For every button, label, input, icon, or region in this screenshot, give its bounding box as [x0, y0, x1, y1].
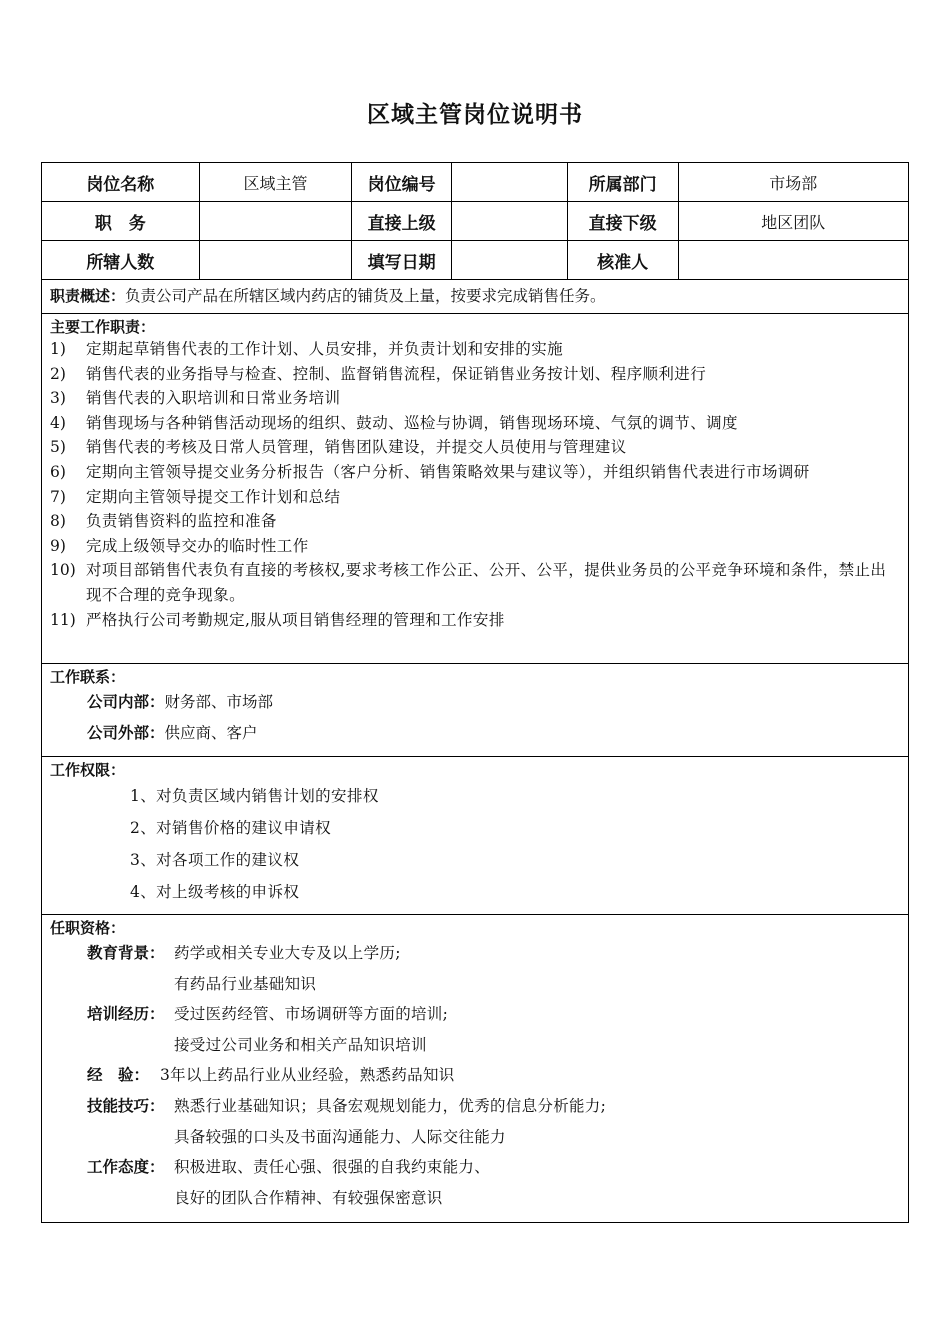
work-authority-section	[42, 757, 908, 915]
training-text-2: 接受过公司业务和相关产品知识培训	[174, 1035, 427, 1054]
fill-date-value	[452, 241, 568, 279]
attitude-label: 工作态度：	[87, 1158, 165, 1177]
skills-row	[50, 1091, 900, 1122]
education-label: 教育背景：	[87, 944, 165, 962]
list-item-number: 6)	[50, 462, 66, 481]
list-item	[50, 485, 900, 510]
headcount-label: 所辖人数	[42, 241, 200, 279]
experience-text: 3年以上药品行业从业经验，熟悉药品知识	[160, 1066, 455, 1085]
list-item-text: 定期向主管领导提交业务分析报告（客户分析、销售策略效果与建议等），并组织销售代表进行市场调研	[86, 462, 810, 481]
approver-value	[679, 241, 908, 279]
list-item-number: 10)	[50, 561, 76, 580]
list-item-number: 7)	[50, 487, 66, 506]
title-value	[200, 202, 353, 240]
list-item: 4、对上级考核的申诉权	[130, 883, 300, 901]
internal-contacts	[50, 687, 900, 718]
education-row	[50, 938, 900, 969]
duties-heading: 主要工作职责：	[50, 318, 156, 336]
list-item-text: 销售代表的入职培训和日常业务培训	[86, 389, 341, 408]
training-row-2	[50, 1030, 900, 1061]
list-item-text: 销售代表的业务指导与检查、控制、监督销售流程，保证销售业务按计划、程序顺利进行	[86, 364, 707, 383]
position-code-value	[452, 163, 568, 201]
direct-superior-value	[452, 202, 568, 240]
list-item	[50, 337, 900, 362]
title-label: 职 务	[42, 202, 200, 240]
experience-row	[50, 1060, 900, 1091]
list-item	[50, 608, 900, 633]
skills-text-2: 具备较强的口头及书面沟通能力、人际交往能力	[174, 1127, 506, 1146]
list-item-number: 1)	[50, 340, 66, 358]
list-item: 1、对负责区域内销售计划的安排权	[130, 787, 379, 805]
list-item-text: 定期向主管领导提交工作计划和总结	[86, 487, 341, 506]
skills-row-2	[50, 1122, 900, 1153]
education-text-1: 药学或相关专业大专及以上学历;	[174, 944, 401, 962]
direct-superior-label: 直接上级	[352, 202, 452, 240]
header-row-1	[42, 163, 908, 202]
external-text: 供应商、客户	[164, 724, 258, 742]
training-row	[50, 999, 900, 1030]
main-duties-section	[42, 314, 908, 664]
department-label: 所属部门	[568, 163, 679, 201]
list-item	[50, 460, 900, 485]
list-item: 3、对各项工作的建议权	[130, 851, 300, 869]
list-item-text: 严格执行公司考勤规定,服从项目销售经理的管理和工作安排	[86, 610, 505, 629]
header-row-3	[42, 241, 908, 280]
work-contacts-section	[42, 664, 908, 757]
position-name-value: 区域主管	[200, 163, 353, 201]
header-row-2	[42, 202, 908, 241]
job-description-table	[41, 162, 909, 1223]
authority-heading: 工作权限：	[50, 761, 126, 779]
list-item: 2、对销售价格的建议申请权	[130, 819, 332, 837]
attitude-row	[50, 1152, 900, 1183]
list-item	[50, 386, 900, 411]
attitude-row-2	[50, 1183, 900, 1214]
list-item-number: 3)	[50, 389, 66, 408]
list-item	[50, 411, 900, 436]
skills-text-1: 熟悉行业基础知识；具备宏观规划能力，优秀的信息分析能力;	[174, 1096, 607, 1115]
list-item	[50, 435, 900, 460]
list-item-number: 5)	[50, 438, 66, 457]
attitude-text-1: 积极进取、责任心强、很强的自我约束能力、	[174, 1158, 491, 1177]
summary-text: 负责公司产品在所辖区域内药店的铺货及上量，按要求完成销售任务。	[125, 287, 606, 305]
page-title: 区域主管岗位说明书	[367, 102, 583, 128]
experience-label: 经 验：	[87, 1066, 150, 1085]
list-item	[50, 362, 900, 387]
list-item-number: 8)	[50, 512, 66, 531]
internal-text: 财务部、市场部	[164, 693, 274, 711]
list-item-text: 销售现场与各种销售活动现场的组织、鼓动、巡检与协调，销售现场环境、气氛的调节、调度	[86, 413, 738, 432]
external-label: 公司外部：	[87, 724, 165, 742]
list-item-number: 11)	[50, 610, 76, 629]
internal-label: 公司内部：	[87, 693, 165, 711]
external-contacts	[50, 718, 900, 749]
contacts-heading: 工作联系：	[50, 668, 126, 686]
list-item-number: 4)	[50, 413, 66, 432]
position-name-label: 岗位名称	[42, 163, 200, 201]
responsibility-summary	[42, 280, 908, 314]
list-item-text: 定期起草销售代表的工作计划、人员安排，并负责计划和安排的实施	[86, 340, 564, 358]
education-row-2	[50, 969, 900, 1000]
list-item-text: 销售代表的考核及日常人员管理，销售团队建设，并提交人员使用与管理建议	[86, 438, 627, 457]
list-item	[50, 534, 900, 559]
training-text-1: 受过医药经管、市场调研等方面的培训;	[174, 1005, 449, 1024]
direct-subordinate-label: 直接下级	[568, 202, 679, 240]
list-item-number: 2)	[50, 364, 66, 383]
list-item	[50, 509, 900, 534]
qualifications-section	[42, 915, 908, 1222]
training-label: 培训经历：	[87, 1005, 165, 1024]
list-item-text: 完成上级领导交办的临时性工作	[86, 536, 309, 555]
headcount-value	[200, 241, 353, 279]
education-text-2: 有药品行业基础知识	[174, 974, 317, 993]
fill-date-label: 填写日期	[352, 241, 452, 279]
summary-label: 职责概述：	[50, 287, 126, 305]
direct-subordinate-value: 地区团队	[761, 212, 826, 232]
list-item-number: 9)	[50, 536, 66, 555]
skills-label: 技能技巧：	[87, 1096, 165, 1115]
list-item-text: 负责销售资料的监控和准备	[86, 512, 277, 531]
attitude-text-2: 良好的团队合作精神、有较强保密意识	[174, 1188, 443, 1207]
approver-label: 核准人	[568, 241, 679, 279]
qualifications-heading: 任职资格：	[50, 919, 126, 937]
position-code-label: 岗位编号	[352, 163, 452, 201]
list-item	[50, 558, 900, 607]
department-value: 市场部	[769, 173, 818, 193]
list-item-text: 对项目部销售代表负有直接的考核权,要求考核工作公正、公开、公平，提供业务员的公平竞争环境和条件，禁止出现不合理的竞争现象。	[86, 561, 887, 604]
